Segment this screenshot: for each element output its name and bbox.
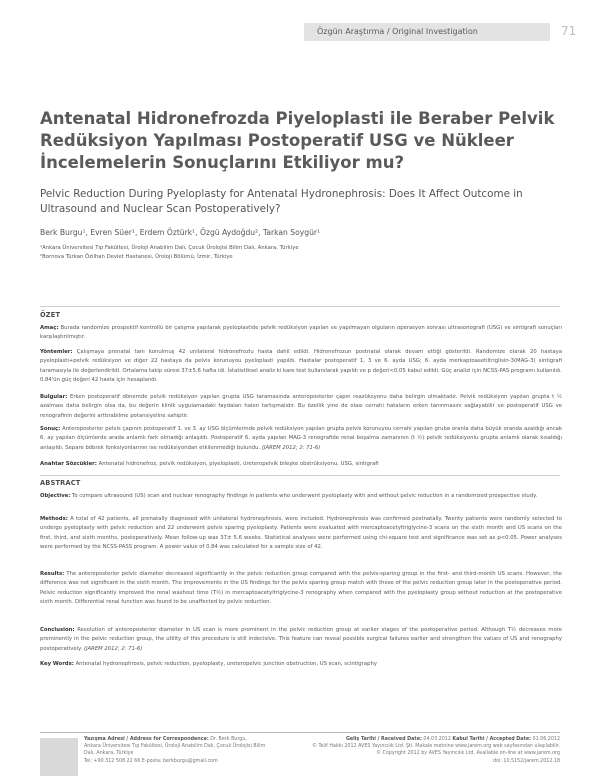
abstract-methods: Methods: A total of 42 patients, all prenatally diagnosed with unilateral hydronephrosis, were included. Hydronephrosis was confirmed postnatally. Twenty patients were randomly selected to undergo pyeloplasty with pelvic reduction and 22 underwent pelvis sparing pyeloplasty. Patients were evaluated with mercaptoacetyltriglycine-3 scans on the sixth month and US scans on the first, third, and sixth months, postoperatively. Mean follow-up was 37± 5.6 weeks. Statistical analyses were performed using chi-square test and significance was set as p<0.05. Power analyses were performed by the NCSS-PASS program. A power value of 0.84 was calculated for a sample size of 42.: [40, 516, 562, 550]
ozet-amac: Amaç: Burada randomize prospektif kontrollü bir çalışma yapılarak pyeloplastide pelvik redüksiyon yapılan ve yapılmayan olguların operasyon sonrası ultrasonografi (USG) ve sintigrafi sonuçları karşılaştırılmıştır.: [40, 325, 562, 341]
footer-divider: [40, 732, 560, 733]
abstract-conclusion: Conclusion: Resolution of anteroposterior diameter in US scan is more prominent in the pelvic reduction group at earlier stages of the postoperative period. Although T½ decreases more prominently in the pelvic reduction group, the utility of this procedure is still indecisive. This feature can reveal possible surgical failures earlier and strengthen the values of US and renography postoperatively. (JAREM 2012; 2: 71-6): [40, 627, 562, 652]
abstract-results: Results: The anteroposterior pelvic diameter decreased significantly in the pelvic reduction group compared with the pelvis-sparing group in the first- and third-month US scans. However, the difference was not significant in the sixth month. The improvements in the US findings for the pelvis sparing group match with those of the pelvic reduction group later in the postoperative period. Pelvic reduction significantly improved the renal washout time (T½) in mercaptoacetyltriglycine-3 renography when compared with the pyeloplasty group without reduction at the postoperative sixth month. Differential renal function was found to be unaffected by pelvic reduction.: [40, 571, 562, 605]
abstract-objective: Objective: To compare ultrasound (US) scan and nuclear renography findings in patients who underwent pyeloplasty with and without pelvic reduction in a randomized prospective study.: [40, 493, 538, 499]
divider: [40, 475, 560, 476]
correspondence-block: Yazışma Adresi / Address for Correspondence: Dr. Berk Burgu, Ankara Üniversitesi Tıp Fakültesi, Üroloji Anabilim Dalı, Çocuk Ürolojisi Bilim Dalı, Ankara, Türkiye Tel: +90 312 508 22 66 E-posta: berkburgu@gmail.com: [84, 737, 266, 764]
copyright-tr: © Telif Hakkı 2012 AVES Yayıncılık Ltd. Şti. Makale metnine www.jarem.org web sayfasından ulaşılabilir.: [312, 744, 560, 750]
footer-thumbnail: [40, 738, 78, 776]
ozet-bulgular: Bulgular: Erken postoperatif dönemde pelvik redüksiyon yapılan grupta USG taramasında anteroposterior çapın reazüksyonu daha belirgin olmaktadır. Pelvik redüksiyon yapılan grupta t ½ azalması daha belirgin olsa da, bu değerin klinik uygulamadaki faydaları halen tartışmalıdır. Bu özellik yine de olası cerrahi hataların erken tanınmasını sağlayabilir ve postoperatif USG ve renografinin değerini arttırabilme potansiyeline sahiptir.: [40, 394, 563, 419]
affiliation-2: ²Bornova Türkan Özilhan Devlet Hastanesi, Üroloji Bölümü, İzmir, Türkiye: [40, 254, 233, 260]
ozet-keywords: Anahtar Sözcükler: Antenatal hidronefroz, pelvik redüksiyon, piyeloplasti, üreteropelvik bileşke obstrüksiyonu, USG, sintigrafi: [40, 461, 379, 467]
ozet-sonuc: Sonuç: Anteroposterior pelvis çapının postoperatif 1. ve 3. ay USG ölçümlerinde pelvik redüksiyon yapılan grupta pelvis korunuyou cerrahi yapılan gruba oranla daha büyük oranda azaldığı ancak 6. ay yapılan ölçümlerde arada anlamlı fark olmadığı anlaşıldı. Postoperatif 6. ayda yapılan MAG-3 renografide renal boşalma zamanının (t ½) pelvik redüksiyonlu grupta anlamlı olarak kısaldığı anlaşıldı. Separe böbrek fonksiyonlarının ise redüksiyondan etkilenmediği bulundu. (JAREM 2012; 2: 71-6): [40, 426, 562, 451]
divider: [40, 306, 560, 307]
abstract-heading: ABSTRACT: [40, 479, 81, 487]
doi: doi: 10.5152/jarem.2012.18: [492, 758, 560, 764]
page-number: 71: [561, 24, 577, 38]
affiliation-1: ¹Ankara Üniversitesi Tıp Fakültesi, Üroloji Anabilim Dalı, Çocuk Ürolojisi Bilim Dalı, Ankara, Türkiye: [40, 245, 299, 251]
article-title-tr: Antenatal Hidronefrozda Piyeloplasti ile Beraber Pelvik Redüksiyon Yapılması Postoperatif USG ve Nükleer İncelemelerin Sonuçlarını Etkiliyor mu?: [40, 109, 555, 172]
section-label: Özgün Araştırma / Original Investigation: [317, 27, 478, 36]
ozet-heading: ÖZET: [40, 311, 61, 319]
abstract-keywords: Key Words: Antenatal hydronephrosis, pelvic reduction, pyeloplasty, ureteropelvic junction obstruction, US scan, scintigraphy: [40, 661, 377, 667]
dates-block: Geliş Tarihi / Received Date: 04.03.2012 Kabul Tarihi / Accepted Date: 01.06.2012 © Telif Hakkı 2012 AVES Yayıncılık Ltd. Şti. Makale metnine www.jarem.org web sayfasından ulaşılabilir. © Copyright 2012 by AVES Yayıncılık Ltd. Available on-line at www.jarem.org doi: 10.5152/jarem.2012.18: [312, 737, 560, 764]
article-title-en: Pelvic Reduction During Pyeloplasty for Antenatal Hydronephrosis: Does It Affect Outcome in Ultrasound and Nuclear Scan Postoperatively?: [40, 188, 523, 215]
copyright-en: © Copyright 2012 by AVES Yayıncılık Ltd. Available on-line at www.jarem.org: [376, 751, 560, 757]
affiliations: [40, 244, 299, 262]
ozet-yontemler: Yöntemler: Çalışmaya prenatal tanı konulmuş 42 unilateral hidronefrozlu hasta dahil edildi. Hidronefrozun postnatal olarak devam ettiği gösterildi. Randomize olarak 20 hastaya pyeloplasti+pelvik redüksiyon ve diğer 22 hastaya da pelvis korunuyou pyeloplasti yapıldı. Hastalar postoperatif 1, 3 ve 6. ayda USG; 6. ayda merkaptoasetiltriglisin-3(MAG-3) sintigrafi taramasıyla ile değerlendirildi. Ortalama takip süresi 37±5.6 hafta idi. İstatistiksel analiz ki kare test kullanılarak yapıldı ve p değeri<0.05 kabul edildi. Güç analizi için NCSS-PAS programı kullanıldı. 0.84'ün güç değeri 42 hasta için hesaplandı.: [40, 349, 562, 383]
author-list: Berk Burgu¹, Evren Süer¹, Erdem Öztürk¹, Özgü Aydoğdu², Tarkan Soygür¹: [40, 228, 321, 237]
